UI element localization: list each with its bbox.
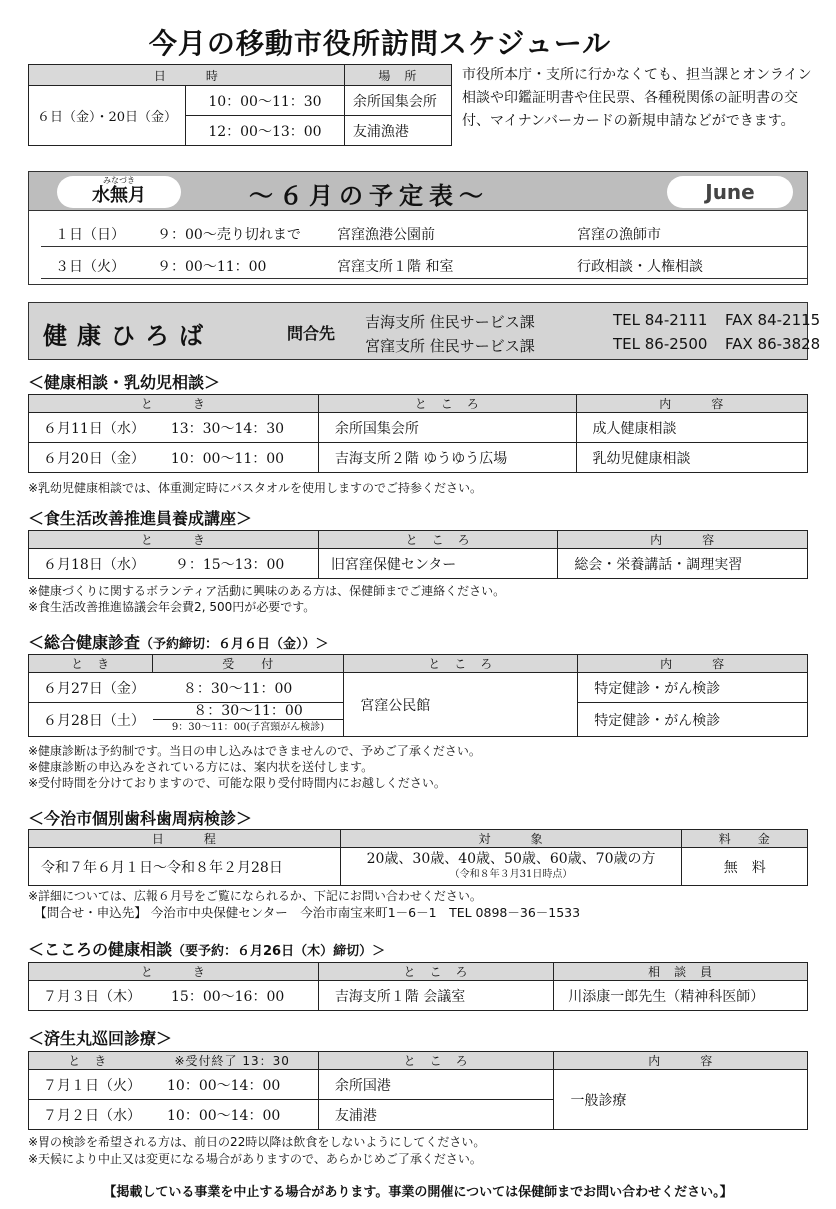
section-title — [28, 937, 385, 960]
event-content: 行政相談・人権相談 — [577, 259, 703, 275]
row-place: 吉海支所１階 会議室 — [318, 981, 553, 1011]
header-content: 内 容 — [558, 531, 808, 549]
mental-health-table — [28, 962, 808, 1011]
mobile-intro: 市役所本庁・支所に行かなくても、担当課とオンライン相談や印鑑証明書や住民票、各種税関係の証明書の交付、マイナンバーカードの新規申請などができます。 — [462, 67, 812, 129]
health-consultation-table — [28, 394, 808, 473]
row-content: 総会・栄養講話・調理実習 — [558, 549, 808, 579]
table-row — [29, 981, 808, 1011]
header-content: 内 容 — [576, 395, 807, 413]
table-row — [29, 413, 808, 443]
header-where: と こ ろ — [318, 395, 576, 413]
row-content: 成人健康相談 — [576, 413, 807, 443]
row-content: 一般診療 — [554, 1070, 808, 1130]
june-banner — [28, 171, 808, 211]
mobile-place: 友浦漁港 — [344, 116, 451, 146]
row-time-extra: 9：30～11：00(子宮頸がん検診) — [153, 719, 343, 735]
row-date: ７月３日（木） — [43, 988, 141, 1005]
row-time: 15：00～16：00 — [171, 988, 285, 1005]
row-content: 特定健診・がん検診 — [578, 703, 808, 737]
table-row — [29, 443, 808, 473]
note: ※受付時間を分けておりますので、可能な限り受付時間内にお越しください。 — [28, 776, 446, 790]
june-english: June — [667, 176, 793, 208]
event-content: 宮窪の漁師市 — [577, 227, 661, 243]
footer-notice: 【掲載している事業を中止する場合があります。事業の開催については保健師までお問い合わせください。】 — [103, 1185, 733, 1200]
row-time: 10：00～14：00 — [167, 1077, 281, 1094]
page-title: 今月の移動市役所訪問スケジュール — [148, 27, 612, 60]
section-title-sub: （要予約：６月26日（木）締切）＞ — [172, 944, 386, 959]
table-row — [29, 549, 808, 579]
contact-fax: FAX 84-2115 — [725, 311, 821, 329]
header-content: 内 容 — [578, 655, 808, 673]
event-time: ９：00～売り切れまで — [157, 227, 301, 243]
row-place: 宮窪公民館 — [344, 673, 578, 737]
mobile-time: 10：00～11：30 — [186, 86, 345, 116]
checkup-table — [28, 654, 808, 737]
row-datetime — [29, 981, 319, 1011]
row-content: 乳幼児健康相談 — [576, 443, 807, 473]
row-datetime — [29, 1070, 319, 1100]
header-date: 日 時 — [29, 65, 345, 86]
row-time: ８：30～11：00 — [182, 680, 293, 697]
month-name-pill — [57, 176, 181, 208]
event-place: 宮窪支所１階 和室 — [337, 259, 454, 275]
header-when: と き — [29, 1052, 147, 1070]
row-date: ６月20日（金） — [43, 450, 145, 467]
note: ※健康診断の申込みをされている方には、案内状を送付します。 — [28, 760, 374, 774]
row-target — [340, 848, 682, 886]
row-time: 10：00～11：00 — [170, 450, 285, 467]
header-content: 内 容 — [554, 1052, 808, 1070]
saiseimaru-table — [28, 1051, 808, 1130]
row-date: ６月27日（金） — [43, 680, 145, 697]
header-period: 日 程 — [29, 830, 341, 848]
contact-line — [365, 311, 821, 331]
header-reception-end: ※受付終了 13：30 — [146, 1052, 318, 1070]
header-where: と こ ろ — [318, 963, 553, 981]
header-when: と き — [29, 655, 153, 673]
event-date: １日（日） — [55, 227, 125, 243]
note: ※乳幼児健康相談では、体重測定時にバスタオルを使用しますのでご持参ください。 — [28, 481, 483, 495]
row-place: 友浦港 — [318, 1100, 554, 1130]
row-datetime — [29, 673, 344, 703]
row-time: 10：00～14：00 — [167, 1107, 281, 1124]
row-time: ９：15～13：00 — [174, 556, 285, 573]
row-date: ７月２日（水） — [43, 1107, 141, 1124]
header-target: 対 象 — [340, 830, 682, 848]
header-when: と き — [29, 963, 319, 981]
contact-tel: TEL 86-2500 — [613, 335, 708, 353]
header-fee: 料 金 — [682, 830, 808, 848]
mobile-place: 余所国集会所 — [344, 86, 451, 116]
month-name: 水無月 — [92, 185, 146, 206]
row-date: ７月１日（火） — [43, 1077, 141, 1094]
nutrition-course-table — [28, 530, 808, 579]
row-datetime — [29, 549, 319, 579]
section-title: ＜今治市個別歯科歯周病検診＞ — [28, 809, 253, 828]
event-time: ９：00～11：00 — [157, 259, 267, 275]
inquiry-label: 問合先 — [287, 324, 336, 343]
contact-line — [365, 335, 821, 355]
mobile-office-table — [28, 64, 452, 146]
table-row — [29, 673, 808, 703]
june-title: ～６月の予定表～ — [249, 182, 489, 210]
section-title-main: ＜こころの健康相談 — [28, 940, 173, 959]
table-row — [29, 848, 808, 886]
note: ※詳細については、広報６月号をご覧になられるか、下記にお問い合わせください。 — [28, 889, 482, 903]
section-title — [28, 630, 329, 653]
row-content: 川添康一郎先生（精神科医師） — [554, 981, 808, 1011]
contact-fax: FAX 86-3828 — [725, 335, 821, 353]
row-date: ６月18日（水） — [43, 556, 145, 573]
dental-checkup-table — [28, 829, 808, 886]
header-where: と こ ろ — [318, 1052, 554, 1070]
row-reception — [153, 703, 344, 737]
row-fee: 無 料 — [682, 848, 808, 886]
contact-office: 宮窪支所 住民サービス課 — [365, 337, 535, 355]
header-where: と こ ろ — [318, 531, 557, 549]
list-item — [41, 223, 807, 247]
event-place: 宮窪漁港公園前 — [337, 227, 435, 243]
section-title: ＜健康相談・乳幼児相談＞ — [28, 373, 221, 392]
header-reception: 受 付 — [153, 655, 344, 673]
mobile-date: ６日（金）・20日（金） — [29, 86, 186, 146]
health-banner — [28, 302, 821, 360]
row-time: 13：30～14：30 — [170, 420, 285, 437]
section-title-sub: （予約締切：６月６日（金））＞ — [140, 637, 329, 652]
note: 【問合せ・申込先】 今治市中央保健センター 今治市南宝来町1－6－1 TEL 0898－36－1533 — [28, 905, 581, 920]
note: ※食生活改善推進協議会年会費2, 500円が必要です。 — [28, 600, 316, 614]
header-when: と き — [29, 531, 319, 549]
health-title: 健康ひろば — [43, 322, 213, 350]
row-place: 余所国集会所 — [318, 413, 576, 443]
section-title: ＜食生活改善推進員養成講座＞ — [28, 509, 253, 528]
contact-office: 吉海支所 住民サービス課 — [365, 313, 535, 331]
row-period: 令和７年６月１日～令和８年２月28日 — [29, 848, 341, 886]
contact-tel: TEL 84-2111 — [613, 311, 708, 329]
list-item — [41, 255, 807, 279]
table-row — [29, 1070, 808, 1100]
row-place: 余所国港 — [318, 1070, 554, 1100]
row-datetime — [29, 413, 319, 443]
header-where: と こ ろ — [344, 655, 578, 673]
note: ※天候により中止又は変更になる場合がありますので、あらかじめご了承ください。 — [28, 1152, 482, 1166]
target-note: （令和８年３月31日時点） — [449, 868, 573, 880]
row-datetime — [29, 443, 319, 473]
event-date: ３日（火） — [55, 259, 125, 275]
note: ※健康診断は予約制です。当日の申し込みはできませんので、予めご了承ください。 — [28, 744, 481, 758]
target-ages: 20歳、30歳、40歳、50歳、60歳、70歳の方 — [366, 850, 656, 867]
row-date: ６月28日（土） — [29, 703, 153, 737]
row-date: ６月11日（水） — [43, 420, 145, 437]
month-ruby: みなづき — [103, 176, 135, 185]
header-when: と き — [29, 395, 319, 413]
row-place: 旧宮窪保健センター — [318, 549, 557, 579]
row-content: 特定健診・がん検診 — [578, 673, 808, 703]
note: ※健康づくりに関するボランティア活動に興味のある方は、保健師までご連絡ください。 — [28, 584, 506, 598]
note: ※胃の検診を希望される方は、前日の22時以降は飲食をしないようにしてください。 — [28, 1135, 486, 1149]
section-title-main: ＜総合健康診査 — [28, 633, 141, 652]
section-title: ＜済生丸巡回診療＞ — [28, 1029, 173, 1048]
row-place: 吉海支所２階 ゆうゆう広場 — [318, 443, 576, 473]
header-counselor: 相 談 員 — [554, 963, 808, 981]
june-events — [28, 211, 808, 285]
mobile-time: 12：00～13：00 — [186, 116, 345, 146]
row-time: ８：30～11：00 — [193, 703, 303, 719]
row-datetime — [29, 1100, 319, 1130]
header-place: 場 所 — [344, 65, 451, 86]
